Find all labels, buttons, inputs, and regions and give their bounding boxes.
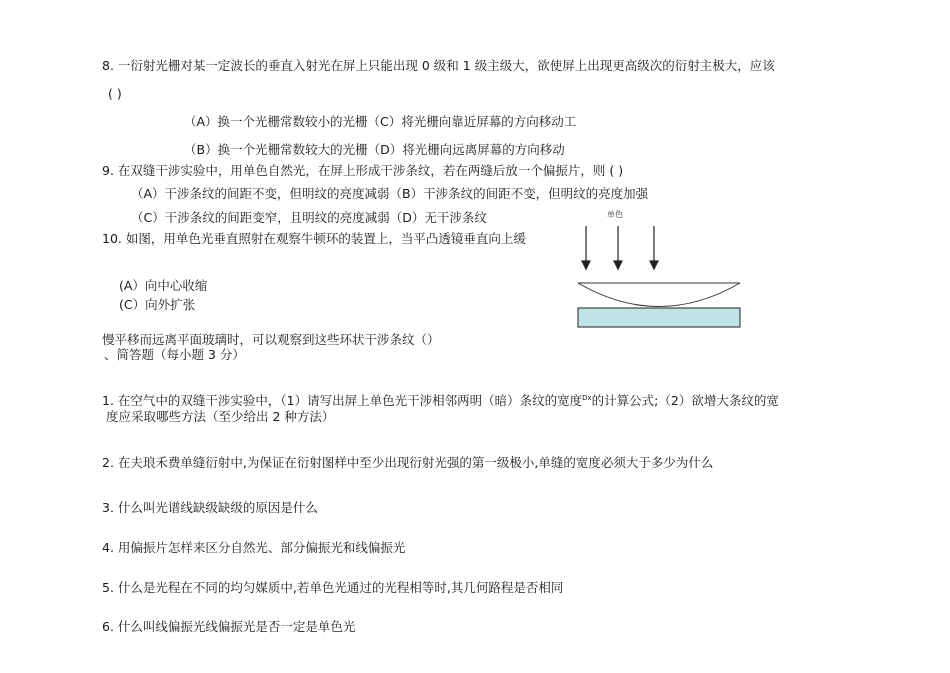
sa-q1-line1: [102, 390, 779, 409]
q8-answer-paren: ( ): [108, 86, 122, 101]
q10-option-a: (A）向中心收缩: [119, 278, 208, 293]
q9-options-a-b: （A）干涉条纹的间距不变，但明纹的亮度减弱（B）干涉条纹的间距不变，但明纹的亮度加强: [131, 186, 649, 201]
q8-stem: 8. 一衍射光栅对某一定波长的垂直入射光在屏上只能出现 0 级和 1 级主级大，欲使屏上出现更高级次的衍射主极大，应该: [102, 58, 775, 73]
q10-continuation: 慢平移而远离平面玻璃时，可以观察到这些环状干涉条纹（）: [102, 332, 440, 347]
sa-q2: 2. 在夫琅禾费单缝衍射中,为保证在衍射图样中至少出现衍射光强的第一级极小,单缝的宽度必须大于多少为什么: [102, 455, 714, 470]
q8-options-a-c: （A）换一个光栅常数较小的光栅（C）将光栅向靠近屏幕的方向移动工: [184, 114, 577, 129]
sa-q5: 5. 什么是光程在不同的均匀媒质中,若单色光通过的光程相等时,其几何路程是否相同: [102, 580, 564, 595]
sa-q1-symbol: Dx: [582, 394, 592, 402]
incident-light-arrows: [582, 226, 658, 269]
q9-options-c-d: （C）干涉条纹的间距变窄，且明纹的亮度减弱（D）无干涉条纹: [131, 210, 487, 225]
sa-q4: 4. 用偏振片怎样来区分自然光、部分偏振光和线偏振光: [102, 540, 406, 555]
sa-q6: 6. 什么叫线偏振光线偏振光是否一定是单色光: [102, 619, 356, 634]
plano-convex-lens: [578, 283, 740, 307]
q8-options-b-d: （B）换一个光栅常数较大的光栅（D）将光栅向远离屏幕的方向移动: [184, 142, 565, 157]
newton-rings-figure: [570, 208, 750, 332]
q9-stem: 9. 在双缝干涉实验中，用单色自然光，在屏上形成干涉条纹，若在两缝后放一个偏振片，则 ( ): [102, 163, 624, 178]
sa-q1-text-a: 1. 在空气中的双缝干涉实验中，（1）请写出屏上单色光干涉相邻两明（暗）条纹的宽度: [102, 393, 583, 409]
figure-label: 单色: [607, 210, 623, 219]
q10-stem: 10. 如图，用单色光垂直照射在观察牛顿环的装置上，当平凸透镜垂直向上缓: [102, 231, 526, 246]
sa-q1-text-b: 的计算公式;（2）欲增大条纹的宽: [591, 393, 779, 409]
section-title: 、简答题（每小题 3 分）: [104, 347, 245, 362]
flat-glass-plate: [578, 308, 740, 327]
sa-q3: 3. 什么叫光谱线缺级缺级的原因是什么: [102, 500, 318, 515]
q10-option-c: (C）向外扩张: [119, 297, 196, 312]
sa-q1-line2: 度应采取哪些方法（至少给出 2 种方法）: [106, 409, 335, 424]
